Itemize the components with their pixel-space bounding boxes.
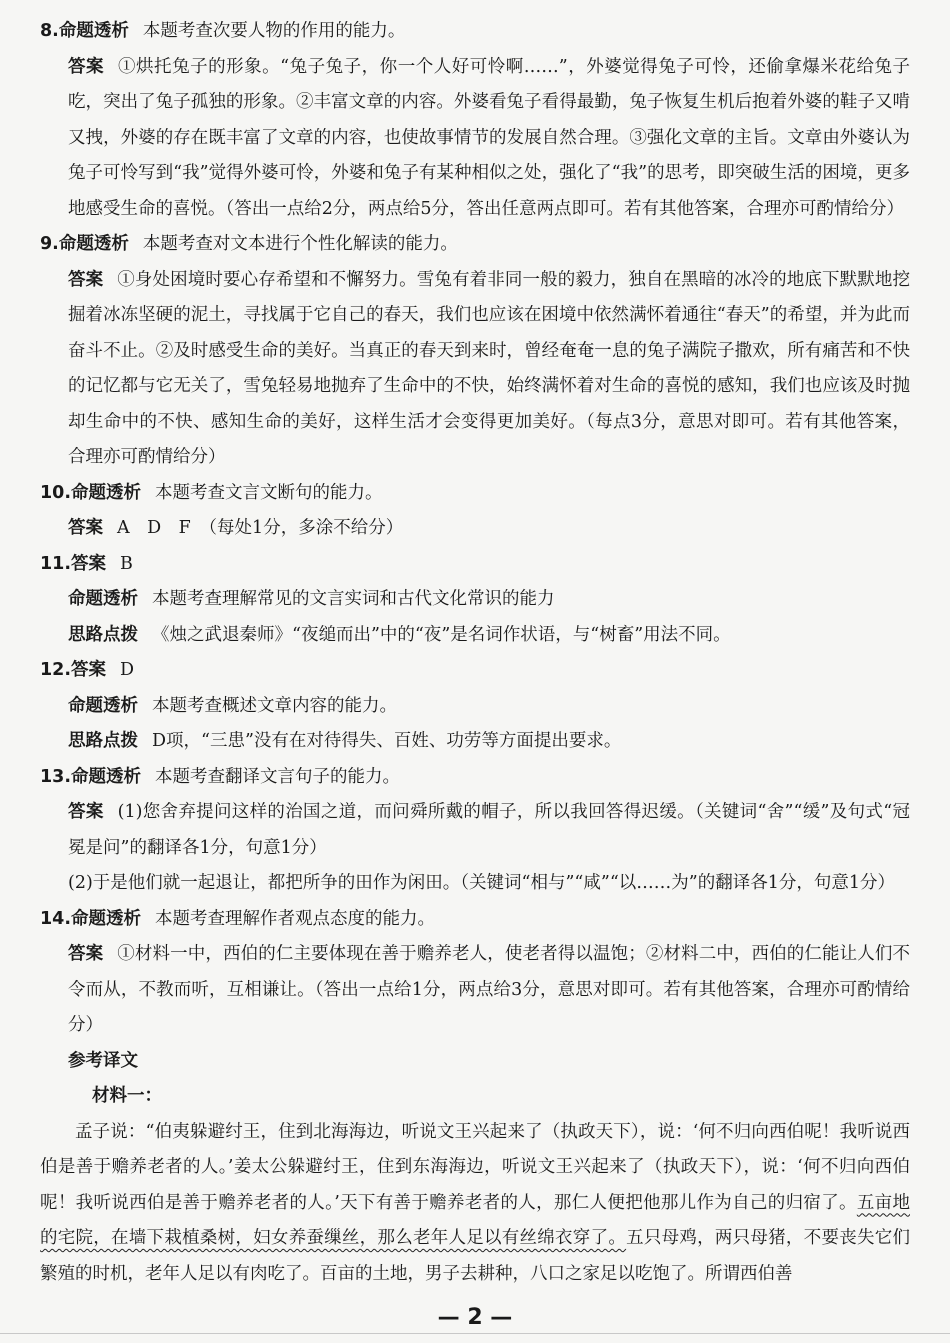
analysis-label: 命题透析: [68, 695, 138, 716]
question-14: [40, 902, 910, 1044]
analysis-text: 本题考查次要人物的作用的能力。: [142, 21, 406, 41]
answer-label: 答案: [68, 56, 105, 77]
answer-text: ①身处困境时要心存希望和不懈努力。雪兔有着非同一般的毅力，独自在黑暗的冰冷的地底下默默地挖掘着冰冻坚硬的泥土，寻找属于它自己的春天，我们也应该在困境中依然满怀着通往“春天”的希望，并为此而奋斗不止。②及时感受生命的美好。当真正的春天到来时，曾经奄奄一息的兔子满院子撒欢，所有痛苦和不快的记忆都与它无关了，雪兔轻易地抛弃了生命中的不快，始终满怀着对生命的喜悦的感知，我们也应该及时抛却生命中的不快、感知生命的美好，这样生活才会变得更加美好。（每点3分，意思对即可。若有其他答案，合理亦可酌情给分）: [68, 269, 911, 467]
translation-text-after: 五只母鸡，两只母猪，不要丧失它们繁殖的时机，老年人足以有肉吃了。百亩的土地，男子去耕种，八口之家足以吃饱了。所谓西伯善: [40, 1228, 910, 1284]
hint-text: 《烛之武退秦师》“夜缒而出”中的“夜”是名词作状语，与“树畜”用法不同。: [152, 624, 731, 645]
analysis-text: 本题考查概述文章内容的能力。: [152, 695, 397, 716]
question-number: 9.: [40, 234, 59, 254]
answer-label: 答案: [68, 944, 104, 964]
answer-label: 答案: [68, 269, 104, 290]
answer-text: D: [120, 660, 135, 680]
answer-text: ①材料一中，西伯的仁主要体现在善于赡养老人，使老者得以温饱；②材料二中，西伯的仁能让人们不令而从，不教而听，互相谦让。（答出一点给1分，两点给3分，意思对即可。若有其他答案，合理亦可酌情给分）: [68, 944, 911, 1035]
translation-text-before: 孟子说：“伯夷躲避纣王，住到北海海边，听说文王兴起来了（执政天下），说：‘何不归向西伯呢！我听说西伯是善于赡养老者的人。’姜太公躲避纣王，住到东海海边，听说文王兴起来了（执政天下），说：‘何不归向西伯呢！我听说西伯是善于赡养老者的人。’天下有善于赡养老者的人，那仁人便把他那儿作为自己的归宿了。: [40, 1121, 910, 1213]
question-8: [40, 14, 910, 227]
analysis-text: 本题考查对文本进行个性化解读的能力。: [142, 234, 458, 254]
hint-label: 思路点拨: [68, 731, 138, 751]
answer-label: 答案: [68, 802, 104, 822]
question-12: [40, 653, 910, 760]
answer-text: A D F （每处1分，多涂不给分）: [117, 518, 404, 538]
answer-label: 答案: [71, 660, 107, 680]
analysis-label: 命题透析: [71, 766, 142, 787]
analysis-label: 命题透析: [71, 908, 142, 929]
translation-title: 参考译文: [68, 1050, 138, 1071]
material-label: 材料一：: [92, 1086, 162, 1106]
answer-label: 答案: [71, 553, 107, 574]
question-number: 8.: [40, 21, 59, 41]
analysis-label: 命题透析: [58, 21, 129, 41]
answer-text: ①烘托兔子的形象。“兔子兔子，你一个人好可怜啊……”，外婆觉得兔子可怜，还偷拿爆米花给兔子吃，突出了兔子孤独的形象。②丰富文章的内容。外婆看兔子看得最勤，兔子恢复生机后抱着外婆的鞋子又啃又拽，外婆的存在既丰富了文章的内容，也使故事情节的发展自然合理。③强化文章的主旨。文章由外婆认为兔子可怜写到“我”觉得外婆可怜，外婆和兔子有某种相似之处，强化了“我”的思考，即突破生活的困境，更多地感受生命的喜悦。（答出一点给2分，两点给5分，答出任意两点即可。若有其他答案，合理亦可酌情给分）: [68, 56, 911, 219]
translation-paragraph: [40, 1115, 910, 1293]
analysis-text: 本题考查理解常见的文言实词和古代文化常识的能力: [152, 589, 555, 609]
analysis-text: 本题考查翻译文言句子的能力。: [155, 766, 401, 787]
question-number: 14.: [40, 908, 72, 929]
analysis-text: 本题考查文言文断句的能力。: [155, 482, 383, 503]
bottom-divider: [0, 1333, 950, 1334]
answer-text-2: (2)于是他们就一起退让，都把所争的田作为闲田。（关键词“相与”“咸”“以……为”的翻译各1分，句意1分）: [68, 873, 895, 893]
answer-text: B: [120, 553, 133, 574]
answer-label: 答案: [68, 518, 103, 538]
question-9: [40, 227, 910, 476]
hint-text: D项，“三患”没有在对待得失、百姓、功劳等方面提出要求。: [152, 731, 622, 751]
analysis-text: 本题考查理解作者观点态度的能力。: [155, 908, 436, 929]
question-10: [40, 476, 910, 547]
analysis-label: 命题透析: [58, 234, 129, 254]
analysis-label: 命题透析: [68, 589, 138, 609]
analysis-label: 命题透析: [71, 482, 142, 503]
question-11: [40, 547, 910, 654]
question-number: 10.: [40, 482, 72, 503]
question-number: 11.: [40, 553, 72, 574]
page-number: — 2 —: [437, 1305, 513, 1330]
question-number: 13.: [40, 766, 72, 787]
reference-translation: [40, 1044, 910, 1293]
hint-label: 思路点拨: [68, 624, 138, 645]
wavy-underlined-text: 五亩地的宅院，在墙下栽植桑树，妇女养蚕缫丝，那么老年人足以有丝绵衣穿了。: [40, 1192, 910, 1248]
answer-text-1: (1)您舍弃提问这样的治国之道，而问舜所戴的帽子，所以我回答得迟缓。（关键词“舍”“缓”及句式“冠冕是问”的翻译各1分，句意1分）: [68, 802, 911, 858]
question-13: [40, 760, 910, 902]
question-number: 12.: [40, 660, 72, 680]
